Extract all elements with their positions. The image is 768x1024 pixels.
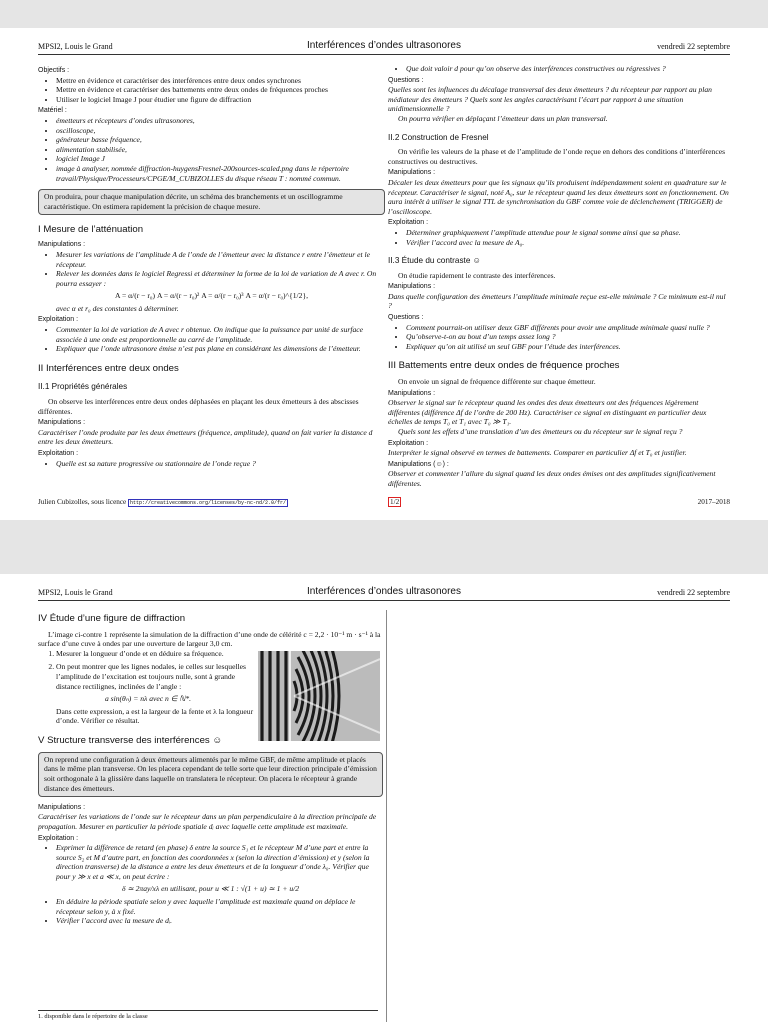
list-item: • alimentation stabilisée,: [56, 145, 385, 155]
exploitation-title: Exploitation :: [38, 316, 79, 324]
exploitation-title: Exploitation :: [38, 450, 79, 457]
exploitation-title: Exploitation :: [388, 439, 429, 447]
paragraph: On vérifie les valeurs de la phase et de l’amplitude de l’onde reçue en dehors des conditions d’interférences constructives ou destructives.: [388, 147, 726, 166]
exploitation-list: [38, 459, 385, 469]
paragraph: Dans quelle configuration des émetteurs l’amplitude minimale reçue est-elle minimale ? Ce minimum est-il nul ?: [388, 291, 726, 311]
section-title: I Mesure de l’atténuation: [38, 223, 144, 235]
header-title: Interférences d’ondes ultrasonores: [307, 586, 461, 597]
paragraph: On envoie un signal de fréquence différente sur chaque émetteur.: [398, 377, 596, 387]
list-item: 2. On peut montrer que les lignes nodales, ie celles sur lesquelles l’amplitude de l’excitation est toujours nulle, sont à grande distance rectilignes, inclinées de l’angle :: [56, 662, 256, 691]
list-item: • Déterminer graphiquement l’amplitude attendue pour le signal somme ainsi que sa phase.: [406, 228, 730, 238]
list-item: • Mettre en évidence et caractériser des interférences entre deux ondes synchrones: [56, 76, 385, 86]
exploitation-title: Exploitation :: [38, 834, 79, 842]
header-left: MPSI2, Louis le Grand: [38, 588, 113, 597]
list-item: • Vérifier l’accord avec la mesure de dᵢ.: [56, 916, 383, 926]
page-1: [0, 28, 768, 520]
manipulations-title: Manipulations :: [388, 169, 436, 177]
paragraph: L’image ci-contre 1 représente la simulation de la diffraction d’une onde de célérité c = 2,2 · 10⁻¹ m · s⁻¹ à la surface d’une cuve à ondes par une ouverture de largeur 3,0 cm.: [38, 629, 381, 649]
list-item: • Quelle est sa nature progressive ou stationnaire de l’onde reçue ?: [56, 459, 385, 469]
paragraph: Dans cette expression, a est la largeur de la fente et λ la longueur d’onde. Vérifier ce résultat.: [56, 706, 254, 726]
question-list: [388, 64, 730, 74]
list-item: • image à analyser, nommée diffraction-huygensFresnel-200sources-scaled.png dans le répertoire travail/Physique/Processeurs/CPGE/M_CUBIZOLLES du disque réseau T : nommé commun.: [56, 164, 385, 183]
list-item: • oscilloscope,: [56, 126, 385, 136]
manipulations-title: Manipulations (☺) :: [388, 460, 449, 468]
exploitation-list: [38, 843, 383, 881]
manipulations-title: Manipulations :: [38, 803, 86, 811]
paragraph: Quels sont les effets d’une translation d’un des émetteurs ou du récepteur sur le signal reçu ?: [398, 427, 683, 436]
footer-year: 2017–2018: [697, 498, 730, 506]
page-2: [0, 574, 768, 1024]
left-column: [38, 64, 385, 468]
list-item: • Vérifier l’accord avec la mesure de A₀.: [406, 238, 730, 248]
paragraph: Observer et commenter l’allure du signal quand les deux ondes émises ont des amplitudes significativement différentes.: [388, 469, 716, 488]
exploitation-list: [388, 228, 730, 247]
header-date: vendredi 22 septembre: [657, 588, 730, 597]
list-item: • Comment pourrait-on utiliser deux GBF différents pour avoir une amplitude minimale quasi nulle ?: [406, 323, 730, 333]
list-item: • Commenter la loi de variation de A avec r obtenue. On indique que la puissance par unité de surface associée à une onde est proportionnelle au carré de l’amplitude.: [56, 325, 385, 344]
footer-author: Julien Cubizolles, sous licence: [38, 498, 127, 506]
subsection-title: II.3 Étude du contraste ☺: [388, 256, 482, 266]
instructions-box: On reprend une configuration à deux émetteurs alimentés par le même GBF, de même amplitude et placés dans le même plan transverse. On les placera cependant de telle sorte que leur direction principale d’émission soit orthogonale à la glissière dans laquelle on translatera le récepteur. On placera le récepteur à grande distance des émetteurs.: [38, 752, 383, 797]
manipulations-title: Manipulations :: [388, 389, 436, 397]
page-header: [38, 588, 730, 601]
objectifs-title: Objectifs :: [38, 67, 70, 74]
paragraph: Caractériser les variations de l’onde sur le récepteur dans un plan perpendiculaire à la direction principale de propagation. Mesurer en particulier la période spatiale dᵢ avec laquelle cette amplitude est maximale.: [38, 812, 377, 831]
list-item: • Relever les données dans le logiciel Regressi et déterminer la forme de la loi de variation de A avec r. On pourra essayer :: [56, 269, 385, 288]
list-item: • En déduire la période spatiale selon y avec laquelle l’amplitude est maximale quand on déplace le récepteur selon y, à x fixé.: [56, 897, 383, 916]
header-left: MPSI2, Louis le Grand: [38, 42, 113, 51]
equation: a sin(θₙ) = nλ avec n ∈ ℕ*.: [104, 694, 192, 704]
section-title: V Structure transverse des interférences ☺: [38, 734, 223, 746]
equation-note: avec α et r₀ des constantes à déterminer.: [56, 303, 179, 313]
equation: δ ≃ 2πay/xλ en utilisant, pour u ≪ 1 : √(1 + u) ≃ 1 + u/2: [121, 884, 300, 894]
manipulations-list: [38, 250, 385, 288]
questions-title: Questions :: [388, 76, 424, 84]
page-footer: [38, 498, 730, 506]
list-item: • Mesurer les variations de l’amplitude A de l’onde de l’émetteur avec la distance r entre l’émetteur et le récepteur.: [56, 250, 385, 269]
footnote: 1. disponible dans le répertoire de la classe: [38, 1010, 378, 1020]
list-item: • émetteurs et récepteurs d’ondes ultrasonores,: [56, 116, 385, 126]
list-item: • Que doit valoir d pour qu’on observe des interférences constructives ou régressives ?: [406, 64, 730, 74]
exploitation-title: Exploitation :: [388, 219, 429, 227]
subsection-title: II.1 Propriétés générales: [38, 382, 128, 392]
manipulations-title: Manipulations :: [388, 283, 436, 291]
list-item: • Exprimer la différence de retard (en phase) δ entre la source S₁ et le récepteur M d’une part et entre la source S₂ et M d’autre part, en fonction des coordonnées x (selon la direction d’émission) et y (selon la direction transverse) de la distance a entre les deux émetteurs et de la longueur d’onde λ₀. Vérifier que pour y ≫ x et a ≪ x, on peut écrire :: [56, 843, 383, 881]
questions-title: Questions :: [388, 314, 424, 322]
paragraph: Caractériser l’onde produite par les deux émetteurs (fréquence, amplitude), quand on fait varier la distance d entre les deux émetteurs.: [38, 427, 373, 447]
page-header: [38, 42, 730, 55]
list-item: • logiciel Image J: [56, 154, 385, 164]
manipulations-title: Manipulations :: [38, 419, 86, 427]
column-divider: [386, 610, 387, 1022]
left-column: [38, 610, 383, 926]
section-title: II Interférences entre deux ondes: [38, 362, 179, 374]
section-title: III Battements entre deux ondes de fréquence proches: [388, 360, 620, 372]
question-list: [388, 323, 730, 352]
ordered-list: [38, 649, 256, 691]
paragraph: Interpréter le signal observé en termes de battements. Comparer en particulier Δf et T₀ et justifier.: [388, 448, 687, 458]
equation: A = α/(r − r₀) A = α/(r − r₀)² A = α/(r − r₀)³ A = α/(r − r₀)^{1/2},: [114, 291, 308, 301]
list-item: • Expliquer que l’onde ultrasonore émise n’est pas plane en considérant les dimensions de l’émetteur.: [56, 344, 385, 354]
paragraph: On pourra vérifier en déplaçant l’émetteur dans un plan transversal.: [398, 113, 608, 123]
exploitation-list: [38, 325, 385, 354]
right-column: [388, 64, 730, 489]
header-date: vendredi 22 septembre: [657, 42, 730, 51]
license-link[interactable]: http://creativecommons.org/licenses/by-nc-nd/2.0/fr/: [130, 500, 287, 506]
paragraph: Quelles sont les influences du décalage transversal des deux émetteurs ? du récepteur par rapport au plan médiateur des émetteurs ? Quels sont les angles caractérisant l’écart par rapport à une situation unidimensionnelle ?: [388, 85, 712, 114]
list-item: 1. Mesurer la longueur d’onde et en déduire sa fréquence.: [56, 649, 256, 659]
list-item: • Qu’observe-t-on au bout d’un temps assez long ?: [406, 332, 730, 342]
paragraph: Observer le signal sur le récepteur quand les ondes des deux émetteurs ont des fréquences légèrement différentes (différence Δf de l’ordre de 200 Hz). Caractériser ce signal en distinguant en particulier deux échelles de temps T₀ et T₁ avec T₀ ≫ T₁.: [388, 398, 707, 427]
instructions-box: On produira, pour chaque manipulation décrite, un schéma des branchements et un oscillogramme caractéristique. On estimera rapidement la précision de chaque mesure.: [38, 189, 385, 215]
objectifs-list: [38, 76, 385, 105]
materiel-title: Matériel :: [38, 107, 67, 115]
list-item: • Utiliser le logiciel Image J pour étudier une figure de diffraction: [56, 95, 385, 105]
paragraph: On observe les interférences entre deux ondes déphasées en plaçant les deux émetteurs à des abscisses différentes.: [38, 397, 359, 416]
exploitation-list: [38, 897, 383, 926]
paragraph: Décaler les deux émetteurs pour que les signaux qu’ils produisent indépendamment soient en quadrature sur le récepteur. Caractériser le signal, noté A₀, sur le récepteur quand les deux émetteurs sont en fonctionnement. On aura intérêt à utiliser le signal TTL de synchronisation du GBF comme voie de déclenchement (TRIGGER) de l’oscilloscope.: [388, 177, 729, 216]
list-item: • Mettre en évidence et caractériser des battements entre deux ondes de fréquences proches: [56, 85, 385, 95]
section-title: IV Étude d’une figure de diffraction: [38, 613, 186, 624]
materiel-list: [38, 116, 385, 183]
page-number: 1/2: [390, 498, 400, 506]
subsection-title: II.2 Construction de Fresnel: [388, 132, 489, 142]
header-title: Interférences d’ondes ultrasonores: [307, 40, 461, 51]
list-item: • générateur basse fréquence,: [56, 135, 385, 145]
list-item: • Expliquer qu’on ait utilisé un seul GBF pour l’étude des interférences.: [406, 342, 730, 352]
paragraph: On étudie rapidement le contraste des interférences.: [398, 270, 556, 280]
manipulations-title: Manipulations :: [38, 241, 86, 249]
